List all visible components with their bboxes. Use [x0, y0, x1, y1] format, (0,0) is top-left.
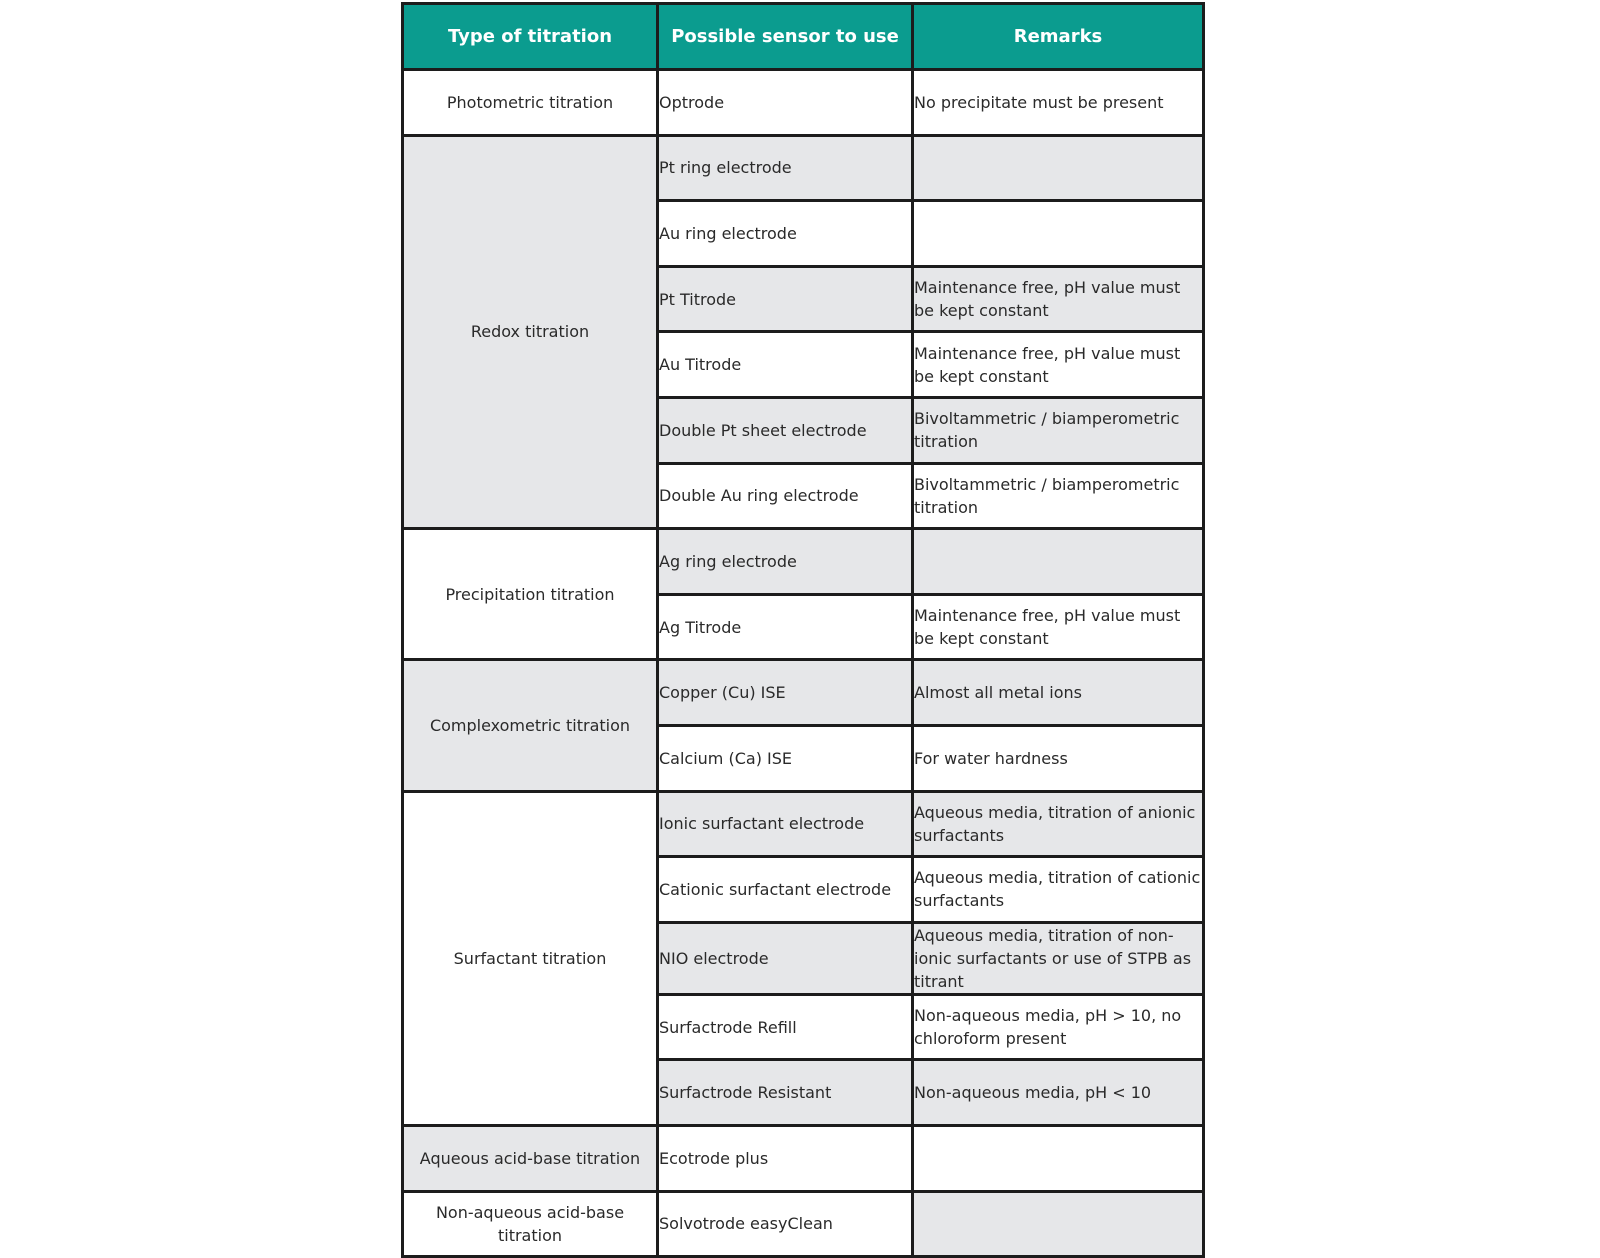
- sensor-cell: Pt Titrode: [658, 266, 913, 332]
- remark-cell: Maintenance free, pH value must be kept constant: [913, 594, 1204, 660]
- titration-type-cell: Non-aqueous acid-base titration: [403, 1191, 658, 1257]
- sensor-cell: Pt ring electrode: [658, 135, 913, 201]
- header-possible-sensor: Possible sensor to use: [658, 4, 913, 70]
- sensor-cell: Au ring electrode: [658, 201, 913, 267]
- sensor-cell: Ionic surfactant electrode: [658, 791, 913, 857]
- table-row: [403, 791, 1204, 857]
- titration-type-cell: Surfactant titration: [403, 791, 658, 1125]
- sensor-cell: Double Au ring electrode: [658, 463, 913, 529]
- titration-type-cell: Precipitation titration: [403, 529, 658, 660]
- remark-cell: [913, 1125, 1204, 1191]
- sensor-cell: Ag Titrode: [658, 594, 913, 660]
- remark-cell: Non-aqueous media, pH < 10: [913, 1060, 1204, 1126]
- sensor-cell: Copper (Cu) ISE: [658, 660, 913, 726]
- remark-cell: Aqueous media, titration of anionic surfactants: [913, 791, 1204, 857]
- remark-cell: For water hardness: [913, 725, 1204, 791]
- remark-cell: No precipitate must be present: [913, 70, 1204, 136]
- sensor-cell: Surfactrode Refill: [658, 994, 913, 1060]
- table-row: [403, 70, 1204, 136]
- sensor-cell: Double Pt sheet electrode: [658, 397, 913, 463]
- titration-type-cell: Complexometric titration: [403, 660, 658, 791]
- table-row: [403, 135, 1204, 201]
- remark-cell: [913, 135, 1204, 201]
- titration-type-cell: Aqueous acid-base titration: [403, 1125, 658, 1191]
- sensor-cell: Surfactrode Resistant: [658, 1060, 913, 1126]
- titration-type-cell: Photometric titration: [403, 70, 658, 136]
- sensor-cell: Ag ring electrode: [658, 529, 913, 595]
- header-remarks: Remarks: [913, 4, 1204, 70]
- titration-type-cell: Redox titration: [403, 135, 658, 529]
- remark-cell: Aqueous media, titration of cationic surfactants: [913, 857, 1204, 923]
- remark-cell: Bivoltammetric / biamperometric titration: [913, 397, 1204, 463]
- sensor-cell: Ecotrode plus: [658, 1125, 913, 1191]
- titration-sensor-table: [401, 2, 1205, 1258]
- remark-cell: Maintenance free, pH value must be kept constant: [913, 266, 1204, 332]
- remark-cell: [913, 529, 1204, 595]
- sensor-cell: Cationic surfactant electrode: [658, 857, 913, 923]
- sensor-cell: Au Titrode: [658, 332, 913, 398]
- sensor-cell: Solvotrode easyClean: [658, 1191, 913, 1257]
- table-row: [403, 529, 1204, 595]
- remark-cell: Bivoltammetric / biamperometric titration: [913, 463, 1204, 529]
- remark-cell: Aqueous media, titration of non-ionic surfactants or use of STPB as titrant: [913, 922, 1204, 994]
- remark-cell: Non-aqueous media, pH > 10, no chloroform present: [913, 994, 1204, 1060]
- table-header-row: [403, 4, 1204, 70]
- remark-cell: Almost all metal ions: [913, 660, 1204, 726]
- sensor-cell: NIO electrode: [658, 922, 913, 994]
- table-row: [403, 1125, 1204, 1191]
- header-type-of-titration: Type of titration: [403, 4, 658, 70]
- table-row: [403, 660, 1204, 726]
- sensor-cell: Calcium (Ca) ISE: [658, 725, 913, 791]
- sensor-cell: Optrode: [658, 70, 913, 136]
- remark-cell: Maintenance free, pH value must be kept constant: [913, 332, 1204, 398]
- remark-cell: [913, 201, 1204, 267]
- titration-table-container: [401, 2, 1202, 1258]
